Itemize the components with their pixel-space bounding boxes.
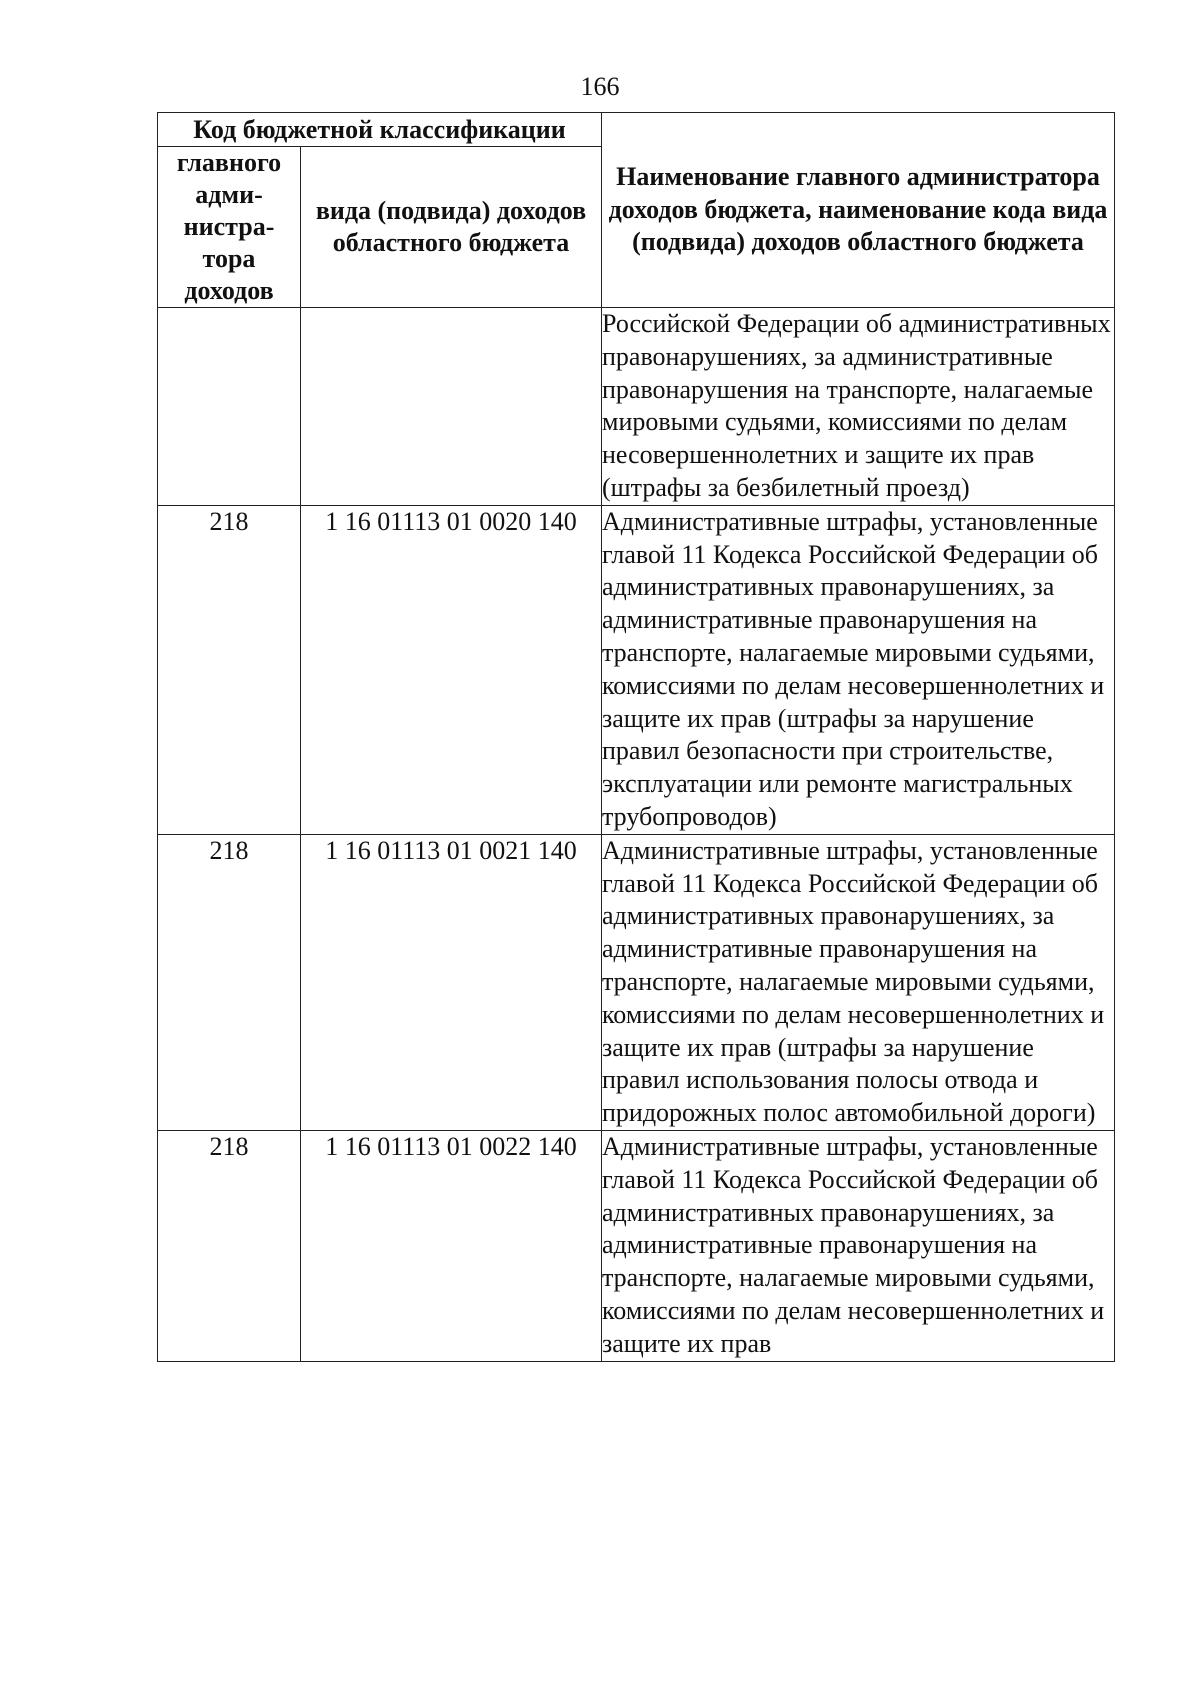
table-row [158, 834, 1115, 1130]
header-name: Наименование главного администратора доходов бюджета, наименование кода вида (подвида) доходов областного бюджета [602, 113, 1115, 308]
admin-code-cell: 218 [158, 505, 301, 834]
header-budget-classification-code: Код бюджетной классификации [158, 113, 602, 147]
table-row [158, 1130, 1115, 1361]
revenue-name-cell: Административные штрафы, установленные главой 11 Кодекса Российской Федерации об административных правонарушениях, за административные правонарушения на транспорте, налагаемые мировыми судьями, комиссиями по делам несовершеннолетних и защите их прав [602, 1130, 1115, 1361]
admin-code-cell: 218 [158, 834, 301, 1130]
header-main-administrator: главного адми- нистра- тора доходов [158, 147, 301, 308]
header-revenue-type: вида (подвида) доходов областного бюджета [301, 147, 602, 308]
revenue-name-cell: Административные штрафы, установленные главой 11 Кодекса Российской Федерации об административных правонарушениях, за административные правонарушения на транспорте, налагаемые мировыми судьями, комиссиями по делам несовершеннолетних и защите их прав (штрафы за нарушение правил безопасности при строительстве, эксплуатации или ремонте магистральных трубопроводов) [602, 505, 1115, 834]
page-number: 166 [580, 72, 620, 101]
admin-code-cell [158, 308, 301, 506]
admin-code-cell: 218 [158, 1130, 301, 1361]
table-row [158, 505, 1115, 834]
budget-classification-table [157, 112, 1115, 1362]
revenue-code-cell: 1 16 01113 01 0022 140 [301, 1130, 602, 1361]
revenue-code-cell [301, 308, 602, 506]
revenue-code-cell: 1 16 01113 01 0021 140 [301, 834, 602, 1130]
table-row [158, 308, 1115, 506]
revenue-code-cell: 1 16 01113 01 0020 140 [301, 505, 602, 834]
revenue-name-cell: Административные штрафы, установленные главой 11 Кодекса Российской Федерации об административных правонарушениях, за административные правонарушения на транспорте, налагаемые мировыми судьями, комиссиями по делам несовершеннолетних и защите их прав (штрафы за нарушение правил использования полосы отвода и придорожных полос автомобильной дороги) [602, 834, 1115, 1130]
revenue-name-cell: Российской Федерации об административных правонарушениях, за административные правонарушения на транспорте, налагаемые мировыми судьями, комиссиями по делам несовершеннолетних и защите их прав (штрафы за безбилетный проезд) [602, 308, 1115, 506]
